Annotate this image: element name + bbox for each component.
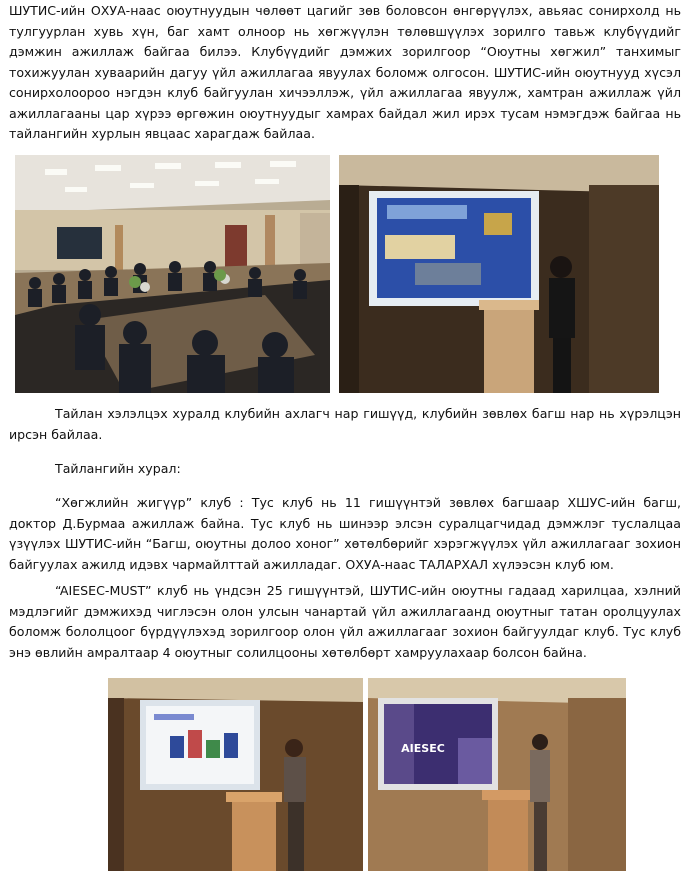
attendance-paragraph: Тайлан хэлэлцэх хуралд клубийн ахлагч нар гишүүд, клубийн зөвлөх багш нар нь хүрэлцэн ирсэн байлаа. xyxy=(9,406,681,442)
male-speaker-illustration xyxy=(108,678,363,871)
presentation-illustration xyxy=(339,155,659,393)
photo-presentation-female-speaker xyxy=(339,155,659,393)
aiesec-presentation-illustration xyxy=(368,678,626,871)
slide-brand-text: AIESEC xyxy=(401,742,445,755)
club2-paragraph: “AIESEC-MUST” клуб нь үндсэн 25 гишүүнтэй, ШУТИС-ийн оюутны гадаад харилцаа, хэлний мэдлэгийг дэмжихэд чиглэсэн олон улсын чанартай үйл ажиллагаанд оюутныг татан оролцуулах боломж бололцоог бүрдүүлэхэд зорилгоор олон үйл ажиллагааг зохион байгуулдаг клуб. Тус клуб энэ өвлийн амралтаар 4 оюутныг солилцооны хөтөлбөрт хамруулахаар болсон байна. xyxy=(9,583,681,660)
meeting-heading: Тайлангийн хурал: xyxy=(55,461,181,476)
meeting-room-illustration xyxy=(15,155,330,393)
photo-meeting-room xyxy=(15,155,330,393)
intro-paragraph: ШУТИС-ийн ОХУА-наас оюутнуудын чөлөөт цагийг зөв боловсон өнгөрүүлэх, авьяас сонирхолд нь тулгуурлан хувь хүн, баг хамт олноор нь хөгжүүлэн төлөвшүүлэх зорилго тавьж клубүүдийг дэмжин ажиллаж байгаа билээ. Клубүүдийг дэмжих зорилгоор “Оюутны хөгжил” танхимыг тохижуулан хуваарийн дагуу үйл ажиллагаа явуулах боломж олгосон. ШУТИС-ийн оюутнууд хүсэл сонирхолоороо нэгдэн клуб байгуулан хичээллэж, үйл ажиллагаа явуулж, хамтран ажиллаж үйл ажиллагааны цар хүрээ өргөжин оюутнуудыг хамрах байдал жил ирэх тусам нэмэгдэж байгаа нь тайлангийн хурлын явцаас харагдаж байлаа. xyxy=(9,3,681,141)
photo-presentation-male-speaker xyxy=(108,678,363,871)
club1-paragraph: “Хөгжлийн жигүүр” клуб : Тус клуб нь 11 гишүүнтэй зөвлөх багшаар ХШУС-ийн багш, доктор Д.Бурмаа ажиллаж байна. Тус клуб нь шинээр элсэн суралцагчидад дэмжлэг туслалцаа үзүүлэх ШУТИС-ийн “Багш, оюутны долоо хоног” хөтөлбөрийг хэрэгжүүлэх үйл ажиллагааг зохион байгуулах ажилд идэвх чармайлттай ажилладаг. ОХУА-наас ТАЛАРХАЛ хүлээсэн клуб юм. xyxy=(9,495,681,572)
photo-aiesec-presentation xyxy=(368,678,626,871)
